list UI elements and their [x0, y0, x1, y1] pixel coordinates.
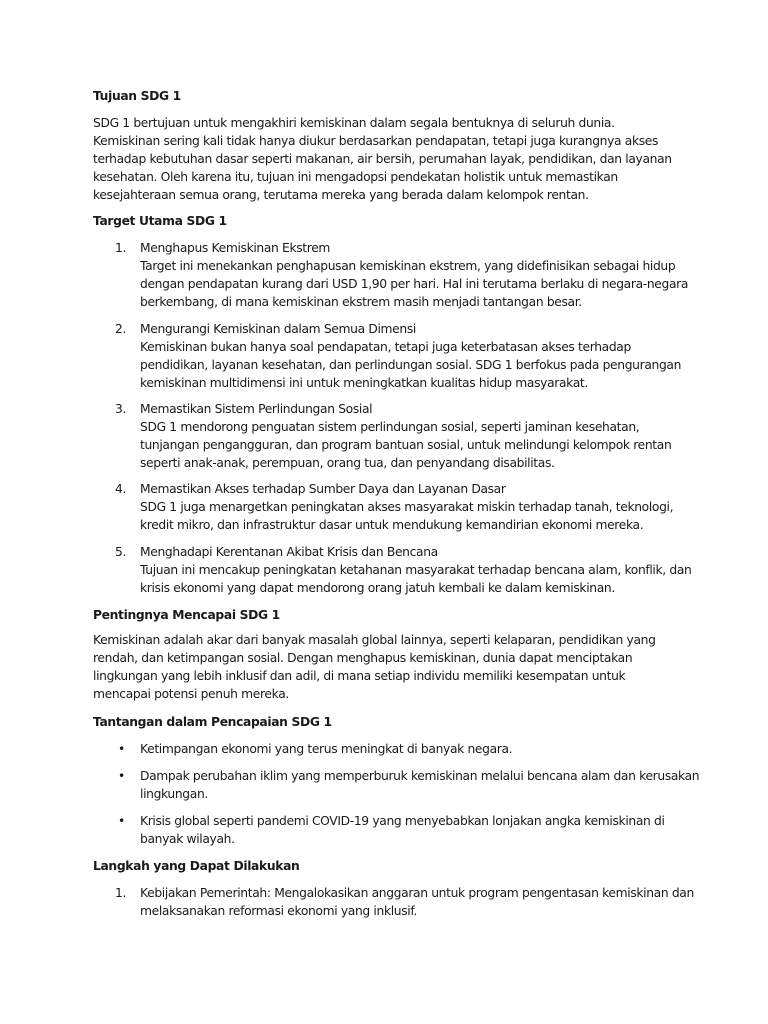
- target-description: SDG 1 juga menargetkan peningkatan akses masyarakat miskin terhadap tanah, teknologi, kredit mikro, dan infrastruktur dasar untuk mendukung kemandirian ekonomi mereka.: [140, 500, 674, 532]
- target-description: Target ini menekankan penghapusan kemiskinan ekstrem, yang didefinisikan sebagai hidup dengan pendapatan kurang dari USD 1,90 per hari. Hal ini terutama berlaku di negara-negara berkembang, di mana kemiskinan ekstrem masih menjadi tantangan besar.: [140, 259, 689, 309]
- heading-langkah: Langkah yang Dapat Dilakukan: [93, 859, 300, 873]
- list-number: 1.: [115, 241, 127, 255]
- heading-pentingnya: Pentingnya Mencapai SDG 1: [93, 608, 280, 622]
- list-number: 2.: [115, 322, 127, 336]
- list-number: 5.: [115, 545, 127, 559]
- heading-tantangan: Tantangan dalam Pencapaian SDG 1: [93, 715, 332, 729]
- target-title: Memastikan Sistem Perlindungan Sosial: [140, 402, 373, 416]
- heading-tujuan: Tujuan SDG 1: [93, 89, 181, 103]
- bullet-icon: •: [118, 742, 125, 756]
- bullet-icon: •: [118, 814, 125, 828]
- challenge-text: Dampak perubahan iklim yang memperburuk kemiskinan melalui bencana alam dan kerusakan lingkungan.: [140, 769, 700, 801]
- heading-target: Target Utama SDG 1: [93, 214, 227, 228]
- step-text: Kebijakan Pemerintah: Mengalokasikan anggaran untuk program pengentasan kemiskinan dan melaksanakan reformasi ekonomi yang inklusif.: [140, 886, 694, 918]
- list-number: 3.: [115, 402, 127, 416]
- target-title: Mengurangi Kemiskinan dalam Semua Dimensi: [140, 322, 416, 336]
- paragraph-intro: SDG 1 bertujuan untuk mengakhiri kemiskinan dalam segala bentuknya di seluruh dunia. Kemiskinan sering kali tidak hanya diukur berdasarkan pendapatan, tetapi juga kurangnya akses terhadap kebutuhan dasar seperti makanan, air bersih, perumahan layak, pendidikan, dan layanan kesehatan. Oleh karena itu, tujuan ini mengadopsi pendekatan holistik untuk memastikan kesejahteraan semua orang, terutama mereka yang berada dalam kelompok rentan.: [93, 116, 672, 202]
- target-title: Menghapus Kemiskinan Ekstrem: [140, 241, 331, 255]
- target-description: SDG 1 mendorong penguatan sistem perlindungan sosial, seperti jaminan kesehatan, tunjangan pengangguran, dan program bantuan sosial, untuk melindungi kelompok rentan seperti anak-anak, perempuan, orang tua, dan penyandang disabilitas.: [140, 420, 672, 470]
- target-title: Memastikan Akses terhadap Sumber Daya dan Layanan Dasar: [140, 482, 506, 496]
- challenge-text: Krisis global seperti pandemi COVID-19 yang menyebabkan lonjakan angka kemiskinan di banyak wilayah.: [140, 814, 665, 846]
- bullet-icon: •: [118, 769, 125, 783]
- list-number: 1.: [115, 886, 127, 900]
- paragraph-importance: Kemiskinan adalah akar dari banyak masalah global lainnya, seperti kelaparan, pendidikan yang rendah, dan ketimpangan sosial. Dengan menghapus kemiskinan, dunia dapat menciptakan lingkungan yang lebih inklusif dan adil, di mana setiap individu memiliki kesempatan untuk mencapai potensi penuh mereka.: [93, 633, 656, 701]
- list-number: 4.: [115, 482, 127, 496]
- challenge-text: Ketimpangan ekonomi yang terus meningkat di banyak negara.: [140, 742, 513, 756]
- target-description: Kemiskinan bukan hanya soal pendapatan, tetapi juga keterbatasan akses terhadap pendidikan, layanan kesehatan, dan perlindungan sosial. SDG 1 berfokus pada pengurangan kemiskinan multidimensi ini untuk meningkatkan kualitas hidup masyarakat.: [140, 340, 682, 390]
- target-title: Menghadapi Kerentanan Akibat Krisis dan Bencana: [140, 545, 438, 559]
- target-description: Tujuan ini mencakup peningkatan ketahanan masyarakat terhadap bencana alam, konflik, dan krisis ekonomi yang dapat mendorong orang jatuh kembali ke dalam kemiskinan.: [140, 563, 692, 595]
